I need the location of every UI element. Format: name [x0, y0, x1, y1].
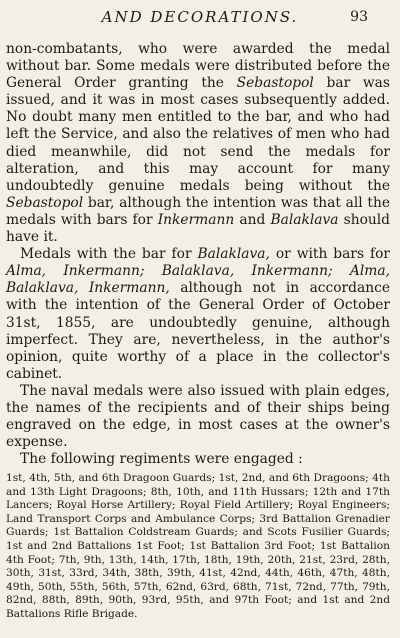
- paragraph-naval-medals: [6, 383, 390, 451]
- italic-bar-name: Balaklava,: [197, 246, 270, 263]
- paragraph-regiments-intro: [6, 451, 390, 468]
- text-segment: non-combatants, who were awarded the medal without bar. Some medals were distributed before the General Order granting the: [6, 41, 390, 92]
- text-segment: although not in accordance with the intention of the General Order of October 31st, 1855, are undoubtedly genuine, although imperfect. They are, nevertheless, in the author's opinion, quite worthy of a place in the collector's cabinet.: [6, 280, 390, 382]
- text-segment: should have it.: [6, 211, 391, 246]
- running-head: [0, 8, 400, 32]
- italic-ship-bar-name: Sebastopol: [236, 75, 314, 92]
- text-segment: The following regiments were engaged :: [20, 451, 303, 468]
- italic-bar-combinations: Alma, Inkermann; Balaklava, Inkermann; Alma, Balaklava, Inkermann,: [6, 263, 390, 297]
- body-text: [6, 41, 390, 468]
- page-number: 93: [350, 9, 368, 25]
- italic-bar-name: Inkermann: [157, 211, 235, 228]
- text-segment: bar was issued, and it was in most cases subsequently added. No doubt many men entitled to the bar, and who had left the Service, and also the relatives of men who had died meanwhile, did not send the medals for alteration, and this may account for many undoubtedly genuine medals being without the: [6, 75, 390, 194]
- text-segment: and: [234, 211, 271, 228]
- regiments-list: 1st, 4th, 5th, and 6th Dragoon Guards; 1st, 2nd, and 6th Dragoons; 4th and 13th Light Dragoons; 8th, 10th, and 11th Hussars; 12th and 17th Lancers; Royal Horse Artillery; Royal Field Artillery; Royal Engineers; Land Transport Corps and Ambulance Corps; 3rd Battalion Grenadier Guards; 1st Battalion Coldstream Guards; and Scots Fusilier Guards; 1st and 2nd Battalions 1st Foot; 1st Battalion 3rd Foot; 1st Battalion 4th Foot; 7th, 9th, 13th, 14th, 17th, 18th, 19th, 20th, 21st, 23rd, 28th, 30th, 31st, 33rd, 34th, 38th, 39th, 41st, 42nd, 44th, 46th, 47th, 48th, 49th, 50th, 55th, 56th, 57th, 62nd, 63rd, 68th, 71st, 72nd, 77th, 79th, 82nd, 88th, 89th, 90th, 93rd, 95th, and 97th Foot; and 1st and 2nd Battalions Rifle Brigade.: [6, 472, 390, 620]
- text-segment: Medals with the bar for: [20, 246, 198, 263]
- text-segment: or with bars for: [269, 246, 390, 263]
- italic-bar-name: Sebastopol: [6, 194, 84, 211]
- italic-bar-name: Balaklava: [270, 211, 339, 228]
- text-segment: The naval medals were also issued with plain edges, the names of the recipients and of their ships being engraved on the edge, in most cases at the owner's expense.: [6, 382, 390, 451]
- text-segment: bar, although the intention was that all the medals with bars for: [6, 194, 390, 228]
- paragraph-balaklava: [6, 246, 390, 383]
- paragraph-continued: [6, 41, 390, 246]
- running-title: AND DECORATIONS.: [101, 8, 299, 26]
